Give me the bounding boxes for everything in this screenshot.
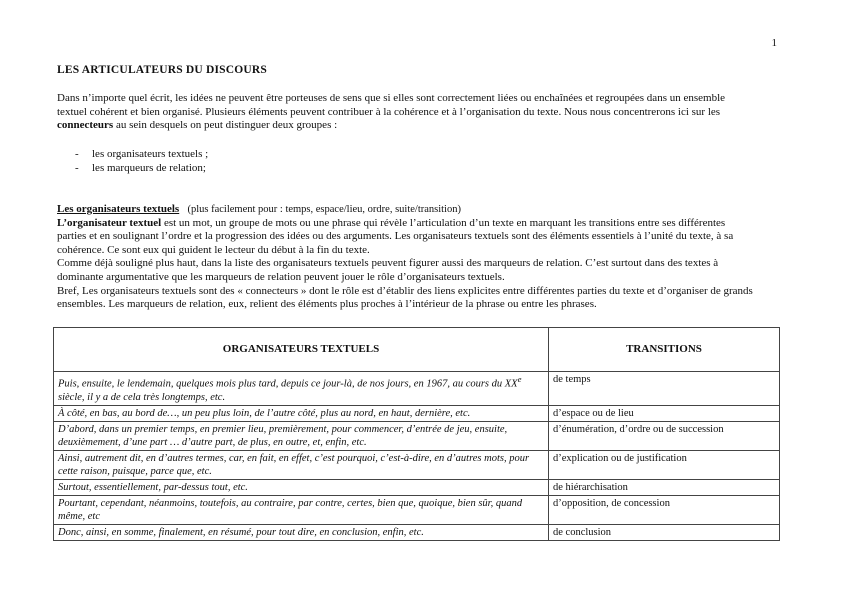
table-row	[54, 479, 780, 495]
section-heading-note: (plus facilement pour : temps, espace/lieu, ordre, suite/transition)	[187, 204, 461, 215]
transition-cell: d’espace ou de lieu	[549, 405, 780, 421]
table-row	[54, 450, 780, 479]
table-header-row	[54, 328, 780, 372]
examples-cell: D’abord, dans un premier temps, en premier lieu, premièrement, pour commencer, d’entrée de jeu, ensuite, deuxièmement, d’une part … d’autre part, de plus, en outre, et, enfin, etc.	[54, 421, 549, 450]
definition-term: L’organisateur textuel	[57, 216, 162, 229]
examples-cell: Donc, ainsi, en somme, finalement, en résumé, pour tout dire, en conclusion, enfin, etc.	[54, 524, 549, 540]
transition-cell: de conclusion	[549, 524, 780, 540]
table-row	[54, 524, 780, 540]
examples-cell: Pourtant, cependant, néanmoins, toutefois, au contraire, par contre, certes, bien que, quoique, bien sûr, quand même, etc	[54, 495, 549, 524]
table-row	[54, 495, 780, 524]
paragraph-3: Bref, Les organisateurs textuels sont des « connecteurs » dont le rôle est d’établir des liens explicites entre différentes parties du texte et d’organiser de grands ensembles. Les marqueurs de relation, eux, relient des éléments plus proches à l’intérieur de la phrase ou entre les phrases.	[57, 284, 753, 311]
examples-cell: À côté, en bas, au bord de…, un peu plus loin, de l’autre côté, plus au nord, en haut, dernière, etc.	[54, 405, 549, 421]
page-title: LES ARTICULATEURS DU DISCOURS	[57, 64, 267, 76]
intro-bold-term: connecteurs	[57, 119, 114, 132]
paragraph-2: Comme déjà souligné plus haut, dans la liste des organisateurs textuels peuvent figurer aussi des marqueurs de relation. C’est surtout dans des textes à dominante argumentative que les marqueurs de relation peuvent jouer le rôle d’organisateurs textuels.	[57, 257, 719, 283]
transition-cell: d’explication ou de justification	[549, 450, 780, 479]
list-item: - les organisateurs textuels ;	[75, 148, 208, 162]
transition-cell: d’énumération, d’ordre ou de succession	[549, 421, 780, 450]
page-number: 1	[771, 37, 777, 49]
transition-cell: de temps	[549, 372, 780, 406]
groups-list	[75, 148, 208, 175]
header-organisateurs: ORGANISATEURS TEXTUELS	[54, 328, 549, 372]
table-row	[54, 405, 780, 421]
examples-cell: Ainsi, autrement dit, en d’autres termes, car, en fait, en effet, c’est pourquoi, c’est-à-dire, en d’autres mots, pour cette raison, puisque, parce que, etc.	[54, 450, 549, 479]
table-row	[54, 421, 780, 450]
intro-paragraph	[57, 92, 757, 133]
examples-cell: Surtout, essentiellement, par-dessus tout, etc.	[54, 479, 549, 495]
transition-cell: d’opposition, de concession	[549, 495, 780, 524]
section-heading: Les organisateurs textuels	[57, 203, 180, 215]
organisateurs-table	[53, 327, 780, 541]
list-item: - les marqueurs de relation;	[75, 162, 208, 176]
section-organisateurs	[57, 203, 757, 312]
definition-paragraph	[57, 217, 757, 258]
header-transitions: TRANSITIONS	[549, 328, 780, 372]
transition-cell: de hiérarchisation	[549, 479, 780, 495]
intro-text-end: au sein desquels on peut distinguer deux groupes :	[113, 119, 338, 132]
definition-text: est un mot, un groupe de mots ou une phrase qui révèle l’articulation d’un texte en marquant les transitions entre ses différentes parties et en soulignant l’ordre et la progression des idées ou des arguments. Les organisateurs textuels sont des éléments essentiels à l’unité du texte, à sa cohérence. Ce sont eux qui guident le lecteur du début à la fin du texte.	[57, 216, 734, 256]
intro-text: Dans n’importe quel écrit, les idées ne peuvent être porteuses de sens que si elles sont correctement liées ou enchaînées et regroupées dans un ensemble textuel cohérent et bien organisé. Plusieurs éléments peuvent contribuer à la cohérence et à l’organisation du texte. Nous nous concentrerons ici sur les	[57, 92, 726, 118]
table-row	[54, 372, 780, 406]
examples-cell: Puis, ensuite, le lendemain, quelques mois plus tard, depuis ce jour-là, de nos jours, en 1967, au cours du XXe siècle, il y a de cela très longtemps, etc.	[54, 372, 549, 406]
section-heading-line	[57, 203, 757, 217]
